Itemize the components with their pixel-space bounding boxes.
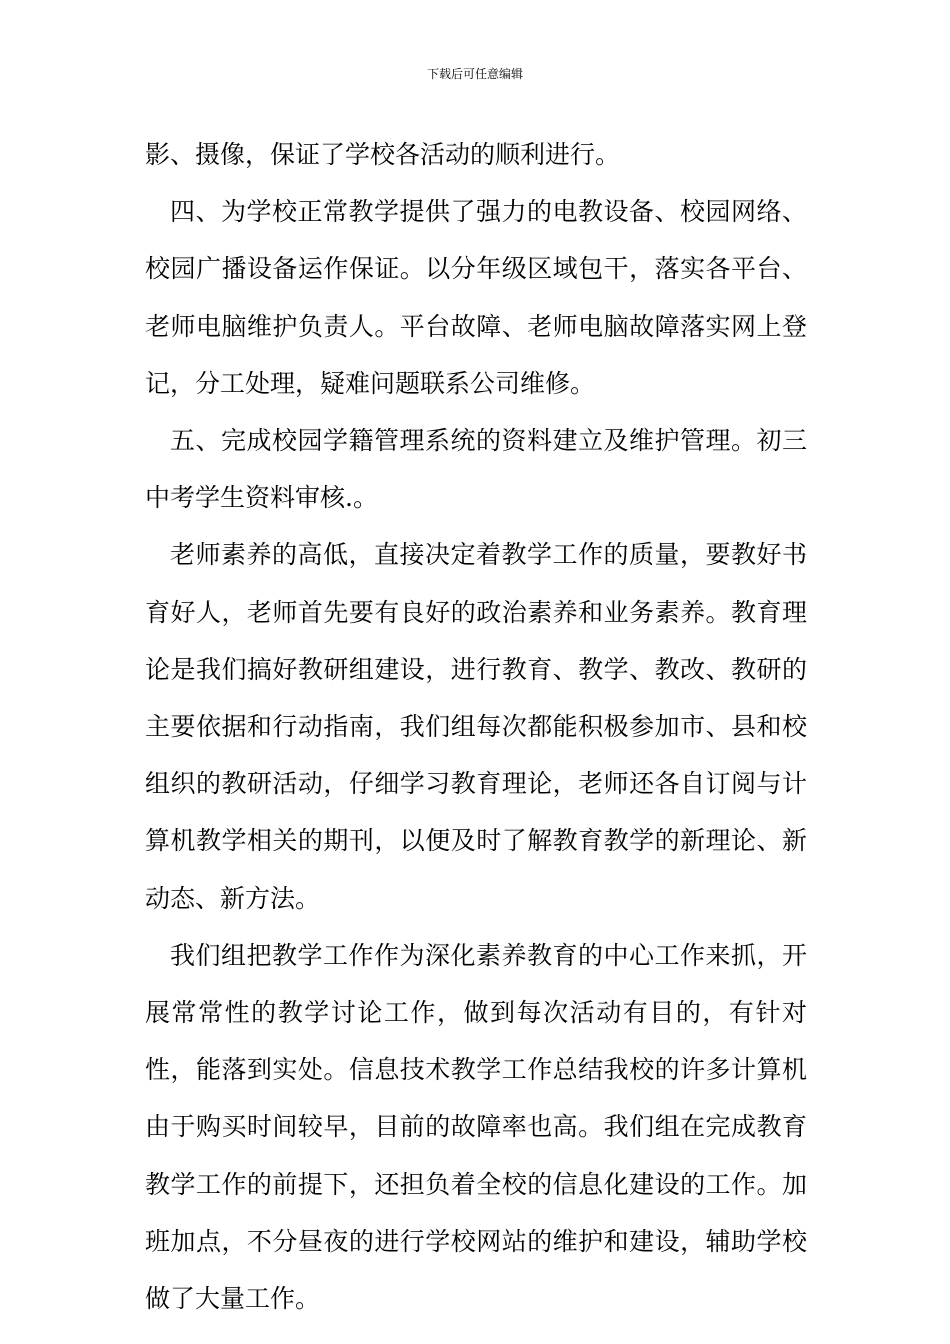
paragraph-continuation: 影、摄像，保证了学校各活动的顺利进行。	[145, 140, 621, 169]
paragraph-teaching-work: 我们组把教学工作作为深化素养教育的中心工作来抓，开展常常性的教学讨论工作，做到每次活动有目的，有针对性，能落到实处。信息技术教学工作总结我校的许多计算机由于购买时间较早，目前的故障率也高。我们组在完成教育教学工作的前提下，还担负着全校的信息化建设的工作。加班加点，不分昼夜的进行学校网站的维护和建设，辅助学校做了大量工作。	[145, 940, 807, 1314]
page-header: 下载后可任意编辑	[426, 67, 523, 81]
paragraph-teacher-quality: 老师素养的高低，直接决定着教学工作的质量，要教好书育好人，老师首先要有良好的政治素养和业务素养。教育理论是我们搞好教研组建设，进行教育、教学、教改、教研的主要依据和行动指南，我们组每次都能积极参加市、县和校组织的教研活动，仔细学习教育理论，老师还各自订阅与计算机教学相关的期刊，以便及时了解教育教学的新理论、新动态、新方法。	[145, 540, 807, 913]
document-body	[145, 126, 807, 1327]
paragraph-item-four: 四、为学校正常教学提供了强力的电教设备、校园网络、校园广播设备运作保证。以分年级区域包干，落实各平台、老师电脑维护负责人。平台故障、老师电脑故障落实网上登记，分工处理，疑难问题联系公司维修。	[145, 197, 807, 398]
paragraph-item-five: 五、完成校园学籍管理系统的资料建立及维护管理。初三中考学生资料审核.。	[145, 426, 807, 513]
